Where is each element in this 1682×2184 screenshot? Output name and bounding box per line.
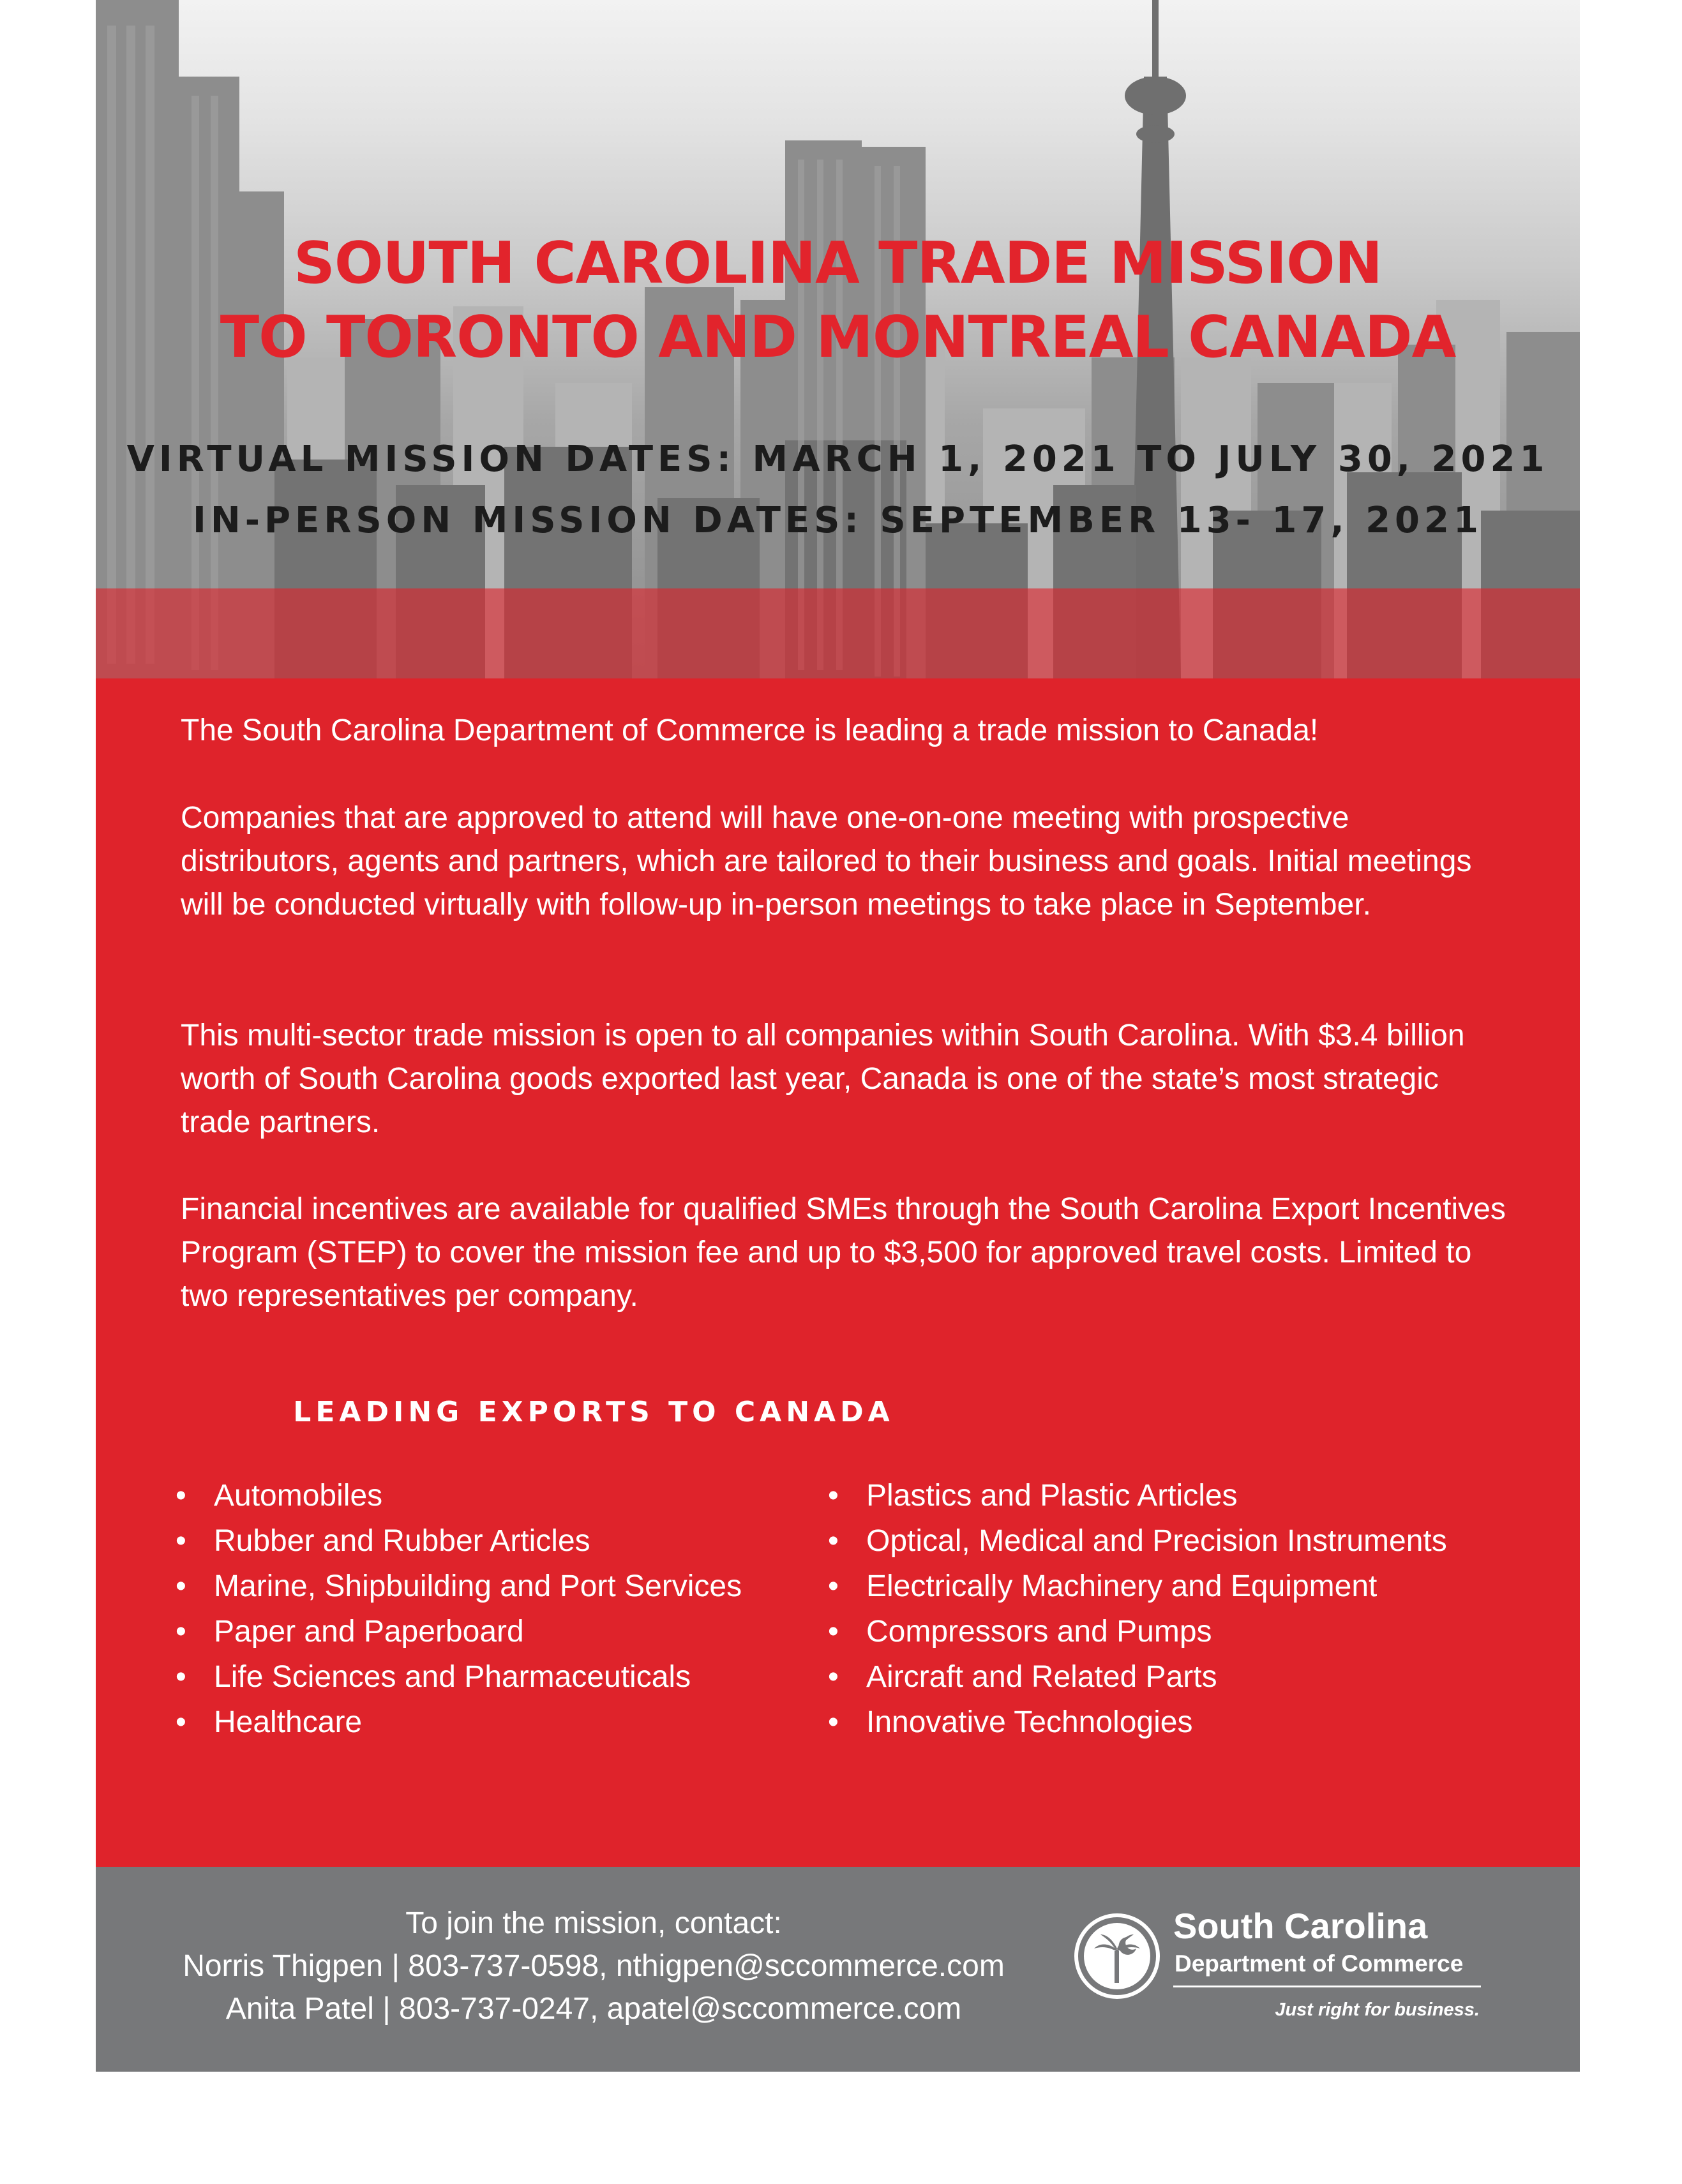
incentives-paragraph: Financial incentives are available for qualified SMEs through the South Carolina Export Incentives Program (STEP) to cover the mission fee and up to $3,500 for approved travel costs. Limited to two representatives per company.: [181, 1192, 1506, 1313]
list-item: • Innovative Technologies: [828, 1700, 1447, 1745]
sector-paragraph: This multi-sector trade mission is open to all companies within South Carolina. With $3.4 billion worth of South Carolina goods exported last year, Canada is one of the state’s most strategic trade partners.: [181, 1019, 1465, 1139]
hero-banner: [96, 0, 1580, 678]
list-item: • Plastics and Plastic Articles: [828, 1473, 1447, 1518]
list-item: • Compressors and Pumps: [828, 1609, 1447, 1654]
meetings-paragraph: Companies that are approved to attend will have one-on-one meeting with prospective distributors, agents and partners, which are tailored to their business and goals. Initial meetings will be conducted virtually with follow-up in-person meetings to take place in September.: [181, 801, 1472, 922]
list-item: • Paper and Paperboard: [176, 1609, 742, 1654]
list-item: • Aircraft and Related Parts: [828, 1654, 1447, 1700]
title-line-1: SOUTH CAROLINA TRADE MISSION: [294, 230, 1382, 297]
sc-commerce-logo: [1072, 1905, 1494, 2039]
contact-info: [153, 1902, 1034, 2030]
list-item: • Optical, Medical and Precision Instruments: [828, 1518, 1447, 1564]
virtual-mission-dates: VIRTUAL MISSION DATES: MARCH 1, 2021 TO JULY 30, 2021: [126, 438, 1549, 480]
hero-red-tint: [96, 588, 1580, 678]
logo-name: South Carolina: [1173, 1906, 1428, 1946]
contact-anita: Anita Patel | 803-737-0247, apatel@sccommerce.com: [225, 1992, 962, 2026]
contact-intro: To join the mission, contact:: [405, 1906, 782, 1940]
intro-paragraph: The South Carolina Department of Commerce is leading a trade mission to Canada!: [181, 714, 1319, 747]
palmetto-seal-icon: [1072, 1911, 1162, 2001]
mission-dates: [96, 429, 1580, 551]
list-item: • Marine, Shipbuilding and Port Services: [176, 1564, 742, 1609]
page-title: [96, 227, 1580, 375]
logo-department: Department of Commerce: [1175, 1950, 1464, 1977]
logo-tagline: Just right for business.: [1275, 2000, 1480, 2020]
exports-heading: LEADING EXPORTS TO CANADA: [293, 1396, 894, 1428]
exports-list-right: [828, 1473, 1447, 1745]
mission-details: [96, 678, 1580, 1867]
list-item: • Electrically Machinery and Equipment: [828, 1564, 1447, 1609]
contact-footer: [96, 1867, 1580, 2072]
flyer: [96, 0, 1580, 2072]
in-person-mission-dates: IN-PERSON MISSION DATES: SEPTEMBER 13- 17, 2021: [193, 500, 1483, 541]
logo-divider: [1173, 1986, 1481, 1987]
list-item: • Healthcare: [176, 1700, 742, 1745]
title-line-2: TO TORONTO AND MONTREAL CANADA: [220, 304, 1456, 371]
contact-norris: Norris Thigpen | 803-737-0598, nthigpen@sccommerce.com: [183, 1949, 1005, 1983]
list-item: • Automobiles: [176, 1473, 742, 1518]
list-item: • Rubber and Rubber Articles: [176, 1518, 742, 1564]
exports-list-left: [176, 1473, 742, 1745]
list-item: • Life Sciences and Pharmaceuticals: [176, 1654, 742, 1700]
